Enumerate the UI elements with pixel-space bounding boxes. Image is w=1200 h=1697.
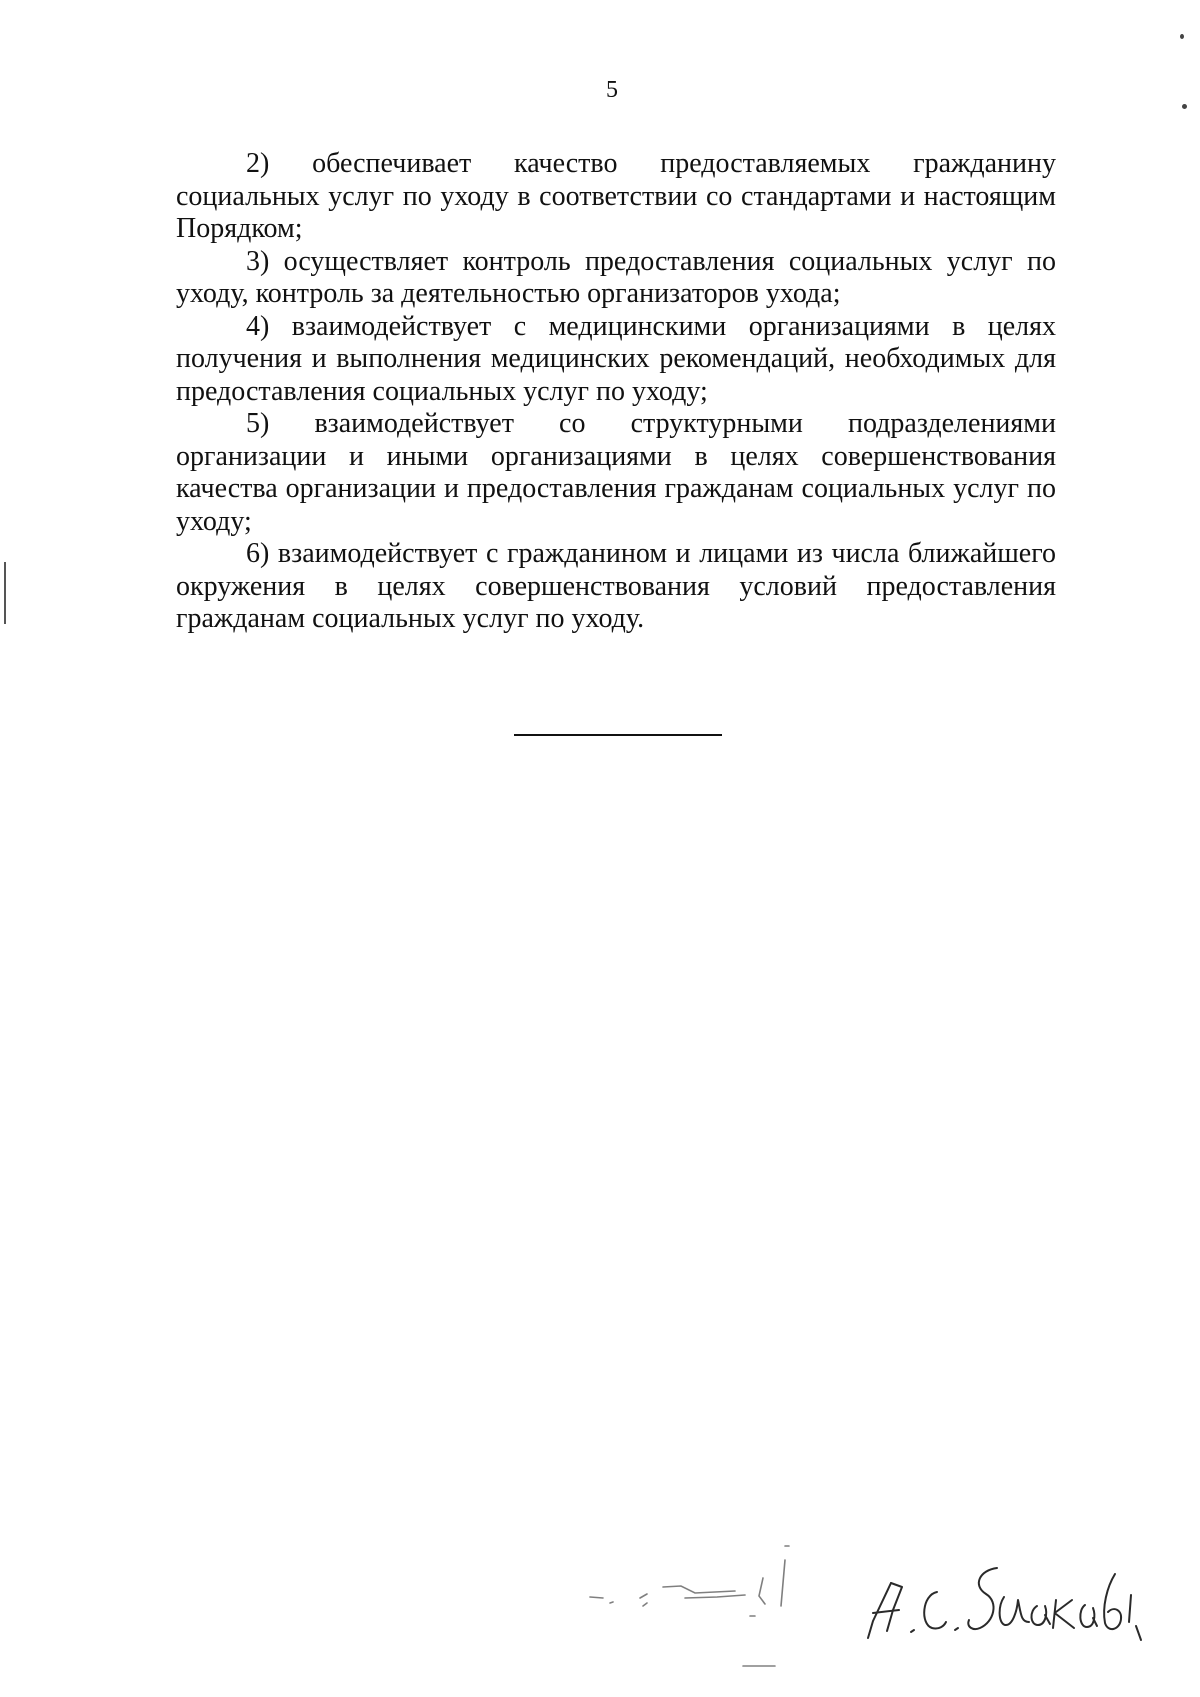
scan-speck — [1180, 34, 1184, 39]
page-number: 5 — [606, 77, 618, 103]
list-item-5: 5) взаимодействует со структурными подразделениями организации и иными организациями в целях совершенствования качества организации и предоставления гражданам социальных услуг по уходу; — [176, 408, 1056, 537]
document-body — [176, 148, 1056, 636]
list-item-6: 6) взаимодействует с гражданином и лицами из числа ближайшего окружения в целях совершенствования условий предоставления гражданам социальных услуг по уходу. — [176, 538, 1056, 634]
scan-speck — [1182, 104, 1187, 109]
end-rule — [514, 734, 722, 736]
list-item-2: 2) обеспечивает качество предоставляемых гражданину социальных услуг по уходу в соответствии со стандартами и настоящим Порядком; — [176, 148, 1056, 244]
list-item-4: 4) взаимодействует с медицинскими организациями в целях получения и выполнения медицинских рекомендаций, необходимых для предоставления социальных услуг по уходу; — [176, 310, 1056, 407]
handwritten-signature — [585, 1540, 1175, 1690]
list-item-3: 3) осуществляет контроль предоставления социальных услуг по уходу, контроль за деятельностью организаторов ухода; — [176, 245, 1056, 309]
scan-edge-mark — [4, 562, 6, 624]
